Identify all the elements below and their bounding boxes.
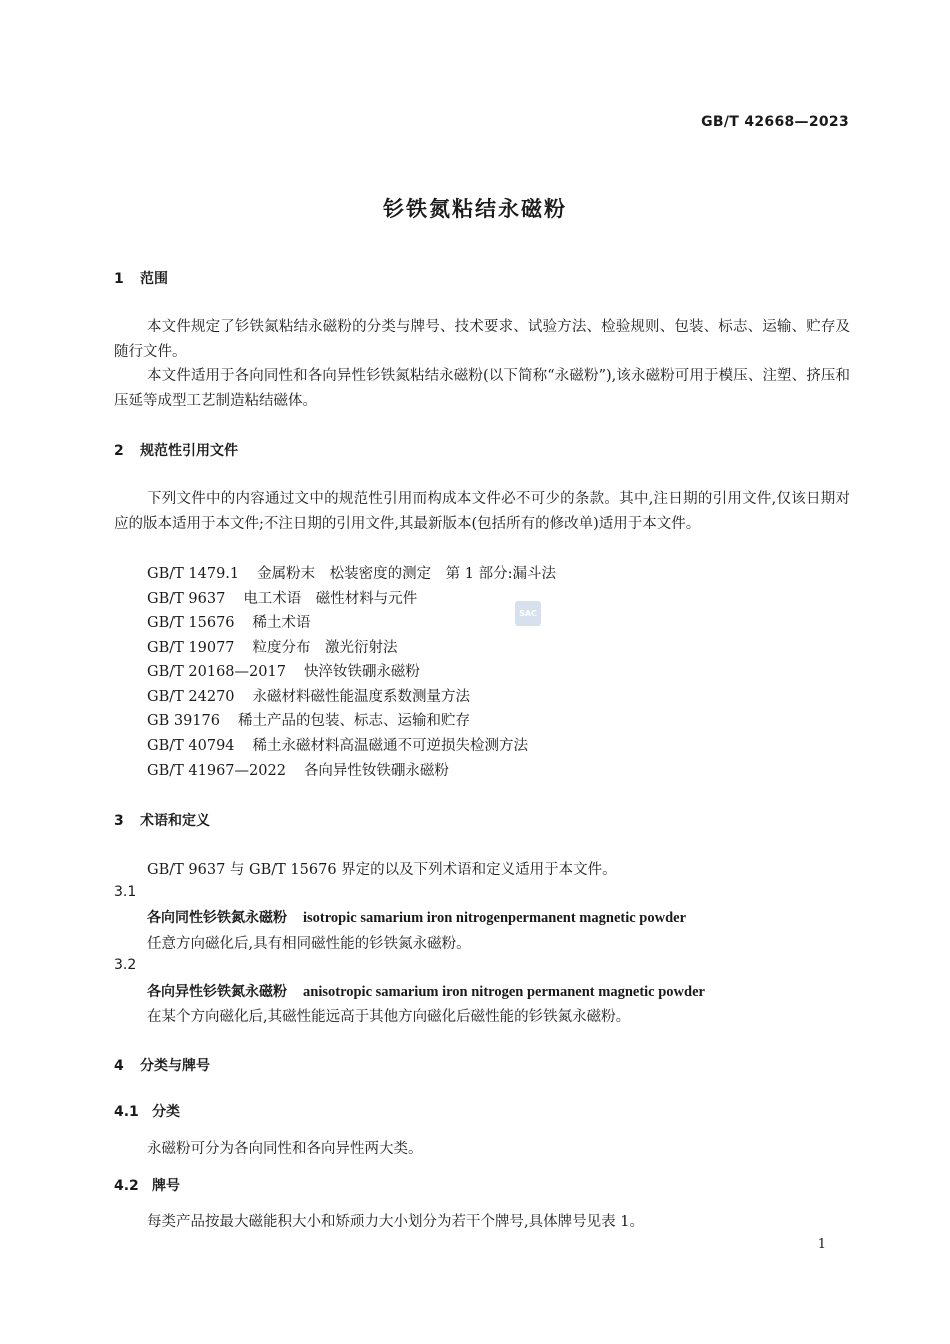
reference-title: 永磁材料磁性能温度系数测量方法 bbox=[252, 689, 471, 705]
reference-code: GB/T 40794 bbox=[147, 738, 235, 754]
subsection-title: 分类 bbox=[152, 1104, 180, 1120]
subsection-number: 4.1 bbox=[114, 1104, 139, 1120]
section-number: 1 bbox=[114, 271, 124, 287]
term-number: 3.1 bbox=[114, 884, 137, 900]
reference-title: 金属粉末 松装密度的测定 第 1 部分:漏斗法 bbox=[257, 566, 556, 582]
reference-title: 稀土产品的包装、标志、运输和贮存 bbox=[237, 713, 470, 729]
document-title: 钐铁氮粘结永磁粉 bbox=[383, 197, 567, 221]
subsection-title: 牌号 bbox=[152, 1178, 180, 1194]
term-number: 3.2 bbox=[114, 957, 137, 973]
reference-code: GB/T 15676 bbox=[147, 615, 235, 631]
reference-title: 稀土永磁材料高温磁通不可逆损失检测方法 bbox=[252, 738, 529, 754]
term-entry bbox=[147, 907, 686, 927]
reference-title: 快淬钕铁硼永磁粉 bbox=[303, 664, 420, 680]
reference-title: 粒度分布 激光衍射法 bbox=[252, 640, 398, 656]
term-definition: 在某个方向磁化后,其磁性能远高于其他方向磁化后磁性能的钐铁氮永磁粉。 bbox=[147, 1009, 631, 1025]
standard-number: GB/T 42668—2023 bbox=[701, 114, 849, 130]
term-english: isotropic samarium iron nitrogenpermanent magnetic powder bbox=[303, 910, 687, 926]
section-title: 规范性引用文件 bbox=[140, 443, 238, 459]
sac-watermark-logo: SAC bbox=[515, 601, 541, 626]
reference-code: GB/T 1479.1 bbox=[147, 566, 240, 582]
scope-paragraph-2: 本文件适用于各向同性和各向异性钐铁氮粘结永磁粉(以下简称“永磁粉”),该永磁粉可用于模压、注塑、挤压和压延等成型工艺制造粘结磁体。 bbox=[114, 368, 850, 409]
reference-code: GB/T 20168—2017 bbox=[147, 664, 286, 680]
subsection-number: 4.2 bbox=[114, 1178, 139, 1194]
section-heading-normative-refs bbox=[114, 440, 238, 460]
reference-item bbox=[147, 587, 417, 608]
reference-code: GB/T 19077 bbox=[147, 640, 235, 656]
subsection-heading bbox=[114, 1101, 180, 1121]
section-heading-classification bbox=[114, 1055, 210, 1075]
term-entry bbox=[147, 981, 705, 1001]
reference-item bbox=[147, 685, 470, 706]
reference-code: GB 39176 bbox=[147, 713, 220, 729]
term-english: anisotropic samarium iron nitrogen permanent magnetic powder bbox=[303, 984, 705, 1000]
term-chinese: 各向同性钐铁氮永磁粉 bbox=[147, 910, 287, 926]
reference-item bbox=[147, 660, 420, 681]
reference-code: GB/T 24270 bbox=[147, 689, 235, 705]
reference-item bbox=[147, 709, 470, 730]
reference-code: GB/T 9637 bbox=[147, 591, 226, 607]
section-title: 术语和定义 bbox=[140, 813, 210, 829]
section-number: 4 bbox=[114, 1058, 124, 1074]
section-title: 分类与牌号 bbox=[140, 1058, 210, 1074]
page-number: 1 bbox=[817, 1237, 826, 1252]
scope-paragraph-1: 本文件规定了钐铁氮粘结永磁粉的分类与牌号、技术要求、试验方法、检验规则、包装、标志、运输、贮存及随行文件。 bbox=[114, 319, 850, 360]
reference-code: GB/T 41967—2022 bbox=[147, 763, 286, 779]
subsection-heading bbox=[114, 1175, 180, 1195]
section-heading-terms bbox=[114, 810, 210, 830]
section-heading-scope bbox=[114, 268, 168, 288]
term-definition: 任意方向磁化后,具有相同磁性能的钐铁氮永磁粉。 bbox=[147, 936, 471, 952]
terms-intro: GB/T 9637 与 GB/T 15676 界定的以及下列术语和定义适用于本文件。 bbox=[147, 862, 617, 878]
subsection-text: 永磁粉可分为各向同性和各向异性两大类。 bbox=[147, 1141, 423, 1157]
reference-item bbox=[147, 759, 449, 780]
normative-refs-intro: 下列文件中的内容通过文中的规范性引用而构成本文件必不可少的条款。其中,注日期的引用文件,仅该日期对应的版本适用于本文件;不注日期的引用文件,其最新版本(包括所有的修改单)适用于本文件。 bbox=[114, 491, 850, 532]
reference-item bbox=[147, 636, 398, 657]
reference-item bbox=[147, 611, 311, 632]
reference-item bbox=[147, 734, 528, 755]
reference-title: 稀土术语 bbox=[252, 615, 311, 631]
section-title: 范围 bbox=[140, 271, 168, 287]
subsection-text: 每类产品按最大磁能积大小和矫顽力大小划分为若干个牌号,具体牌号见表 1。 bbox=[147, 1214, 644, 1230]
reference-title: 各向异性钕铁硼永磁粉 bbox=[303, 763, 449, 779]
section-number: 2 bbox=[114, 443, 124, 459]
section-number: 3 bbox=[114, 813, 124, 829]
reference-title: 电工术语 磁性材料与元件 bbox=[243, 591, 418, 607]
term-chinese: 各向异性钐铁氮永磁粉 bbox=[147, 984, 287, 1000]
reference-item bbox=[147, 562, 556, 583]
